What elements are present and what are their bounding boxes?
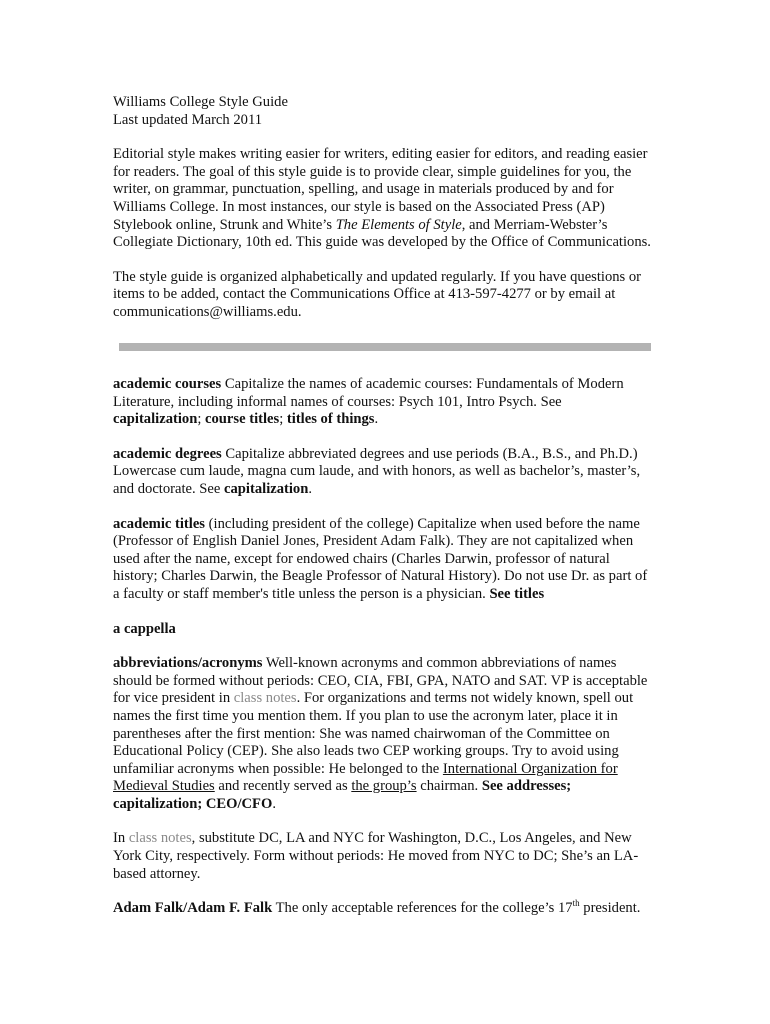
entry-abbreviations-class-notes [113,830,653,883]
cross-reference: capitalization [224,480,309,497]
entry-text: Capitalize the names of academic courses: Fundamentals of Modern Literature, including informal names of courses: Psych 101, Intro Psych. See [113,376,624,410]
cross-reference: capitalization [113,411,198,428]
entry-text: , substitute DC, LA and NYC for Washington, D.C., Los Angeles, and New York City, respectively. Form without periods: He moved from NYC to DC; She’s an LA-based attorney. [113,830,639,882]
entry-term: academic courses [113,376,222,392]
entry-academic-degrees [113,446,653,499]
entry-text: chairman. [416,778,482,795]
entry-text: and recently served as [214,778,352,795]
underlined-example: the group’s [351,778,417,795]
entry-text: (including president of the college) Capitalize when used before the name (Professor of English Daniel Jones, President Adam Falk). They are not capitalized when used after the name, except for endowed chairs (Charles Darwin, professor of natural history; Charles Darwin, the Beagle Professor of Natural History). Do not use Dr. as part of a faculty or staff member's title unless the person is a physician. [113,515,648,602]
entry-abbreviations [113,655,653,813]
intro-text: Editorial style makes writing easier for writers, editing easier for editors, and reading easier for readers. The goal of this style guide is to provide clear, simple guidelines for you, the writer, on grammar, punctuation, spelling, and usage in materials produced by and for Williams College. In most instances, our style is based on the Associated Press (AP) Stylebook online, Strunk and White’s [113,146,648,233]
separator: ; [197,411,206,428]
period: . [374,411,379,428]
cross-reference: See addresses; capitalization; CEO/CFO [113,778,572,812]
underlined-example: International Organization for Medieval Studies [113,760,618,795]
intro-text-cont: , and Merriam-Webster’s Collegiate Dictionary, 10th ed. This guide was developed by the Office of Communications. [113,216,651,251]
entry-adam-falk [113,900,653,918]
contact-paragraph: The style guide is organized alphabetically and updated regularly. If you have questions or items to be added, contact the Communications Office at 413-597-4277 or by email at communications@williams.edu. [113,268,642,320]
entry-term: academic degrees [113,445,222,462]
book-title: The Elements of Style [335,216,462,233]
section-divider [119,343,651,351]
entry-text: . For organizations and terms not widely known, spell out names the first time you mention them. If you plan to use the acronym later, place it in parentheses after the first mention: She was named chairwoman of the Committee on Educational Policy (CEP). She also leads two CEP working groups. Try to avoid using unfamiliar acronyms when possible: He belonged to the [113,690,634,777]
entry-term: Adam Falk/Adam F. Falk [113,900,273,917]
period: . [272,795,276,812]
entry-text: Well-known acronyms and common abbreviations of names should be formed without periods: CEO, CIA, FBI, GPA, NATO and SAT. VP is acceptable for vice president in [113,655,648,707]
class-notes-term: class notes [233,690,297,707]
period: . [308,480,313,497]
intro-paragraph [113,146,653,252]
entry-text: The only acceptable references for the college’s 17 [272,900,573,917]
style-entries [113,376,653,918]
cross-reference: course titles [205,411,280,428]
document-title: Williams College Style Guide [113,94,288,110]
entry-text: president. [579,900,641,917]
entry-academic-titles [113,516,653,604]
entry-text: In [113,830,129,847]
document-intro [113,94,653,322]
entry-academic-courses [113,376,653,429]
last-updated: Last updated March 2011 [113,111,263,128]
entry-a-cappella: a cappella [113,620,176,637]
cross-reference: titles of things [286,411,375,428]
entry-term: abbreviations/acronyms [113,655,263,672]
class-notes-term: class notes [128,830,192,847]
entry-text: Capitalize abbreviated degrees and use periods (B.A., B.S., and Ph.D.) Lowercase cum laude, magna cum laude, and with honors, as well as bachelor’s, master’s, and doctorate. See [113,445,641,497]
separator: ; [279,411,287,428]
ordinal-suffix: th [572,898,580,909]
entry-term: academic titles [113,515,205,532]
cross-reference: See titles [489,585,545,602]
